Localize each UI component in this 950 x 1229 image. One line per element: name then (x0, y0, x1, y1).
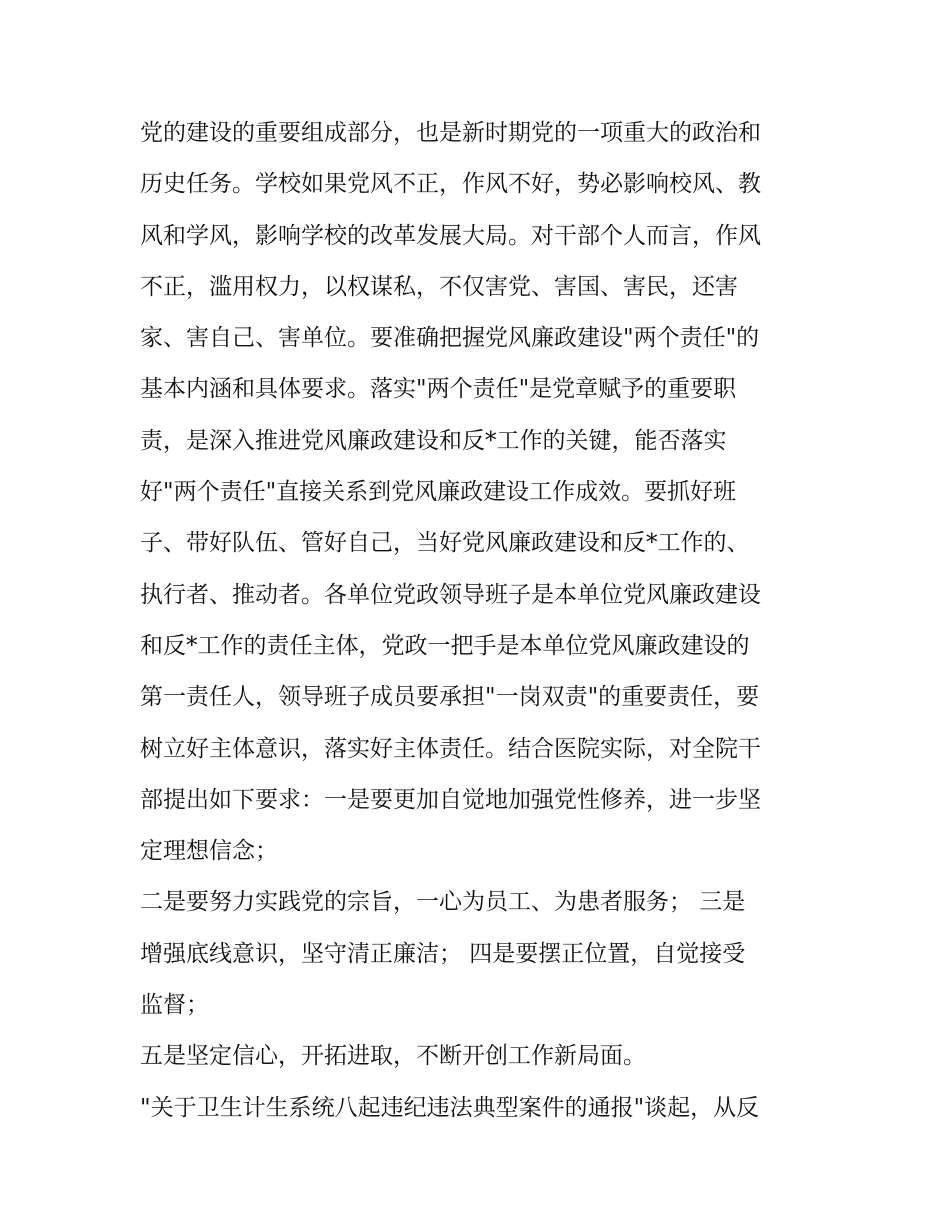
text-line: "关于卫生计生系统八起违纪违法典型案件的通报"谈起，从反 (140, 1094, 760, 1121)
text-line: 风和学风，影响学校的改革发展大局。对干部个人而言，作风 (140, 222, 761, 249)
text-line: 监督； (140, 992, 209, 1019)
text-line: 不正，滥用权力，以权谋私，不仅害党、害国、害民，还害 (140, 273, 738, 300)
text-line: 好"两个责任"直接关系到党风廉政建设工作成效。要抓好班 (140, 479, 737, 506)
text-line: 历史任务。学校如果党风不正，作风不好，势必影响校风、教 (140, 171, 761, 198)
text-line: 二是要努力实践党的宗旨，一心为员工、为患者服务； 三是 (140, 889, 746, 916)
text-line: 执行者、推动者。各单位党政领导班子是本单位党风廉政建设 (140, 581, 761, 608)
text-line: 树立好主体意识，落实好主体责任。结合医院实际，对全院干 (140, 735, 761, 762)
text-line: 子、带好队伍、管好自己，当好党风廉政建设和反*工作的、 (140, 530, 750, 557)
text-line: 定理想信念； (140, 838, 278, 865)
text-line: 五是坚定信心，开拓进取，不断开创工作新局面。 (140, 1043, 646, 1070)
text-line: 部提出如下要求：一是要更加自觉地加强党性修养，进一步坚 (140, 786, 761, 813)
text-line: 责，是深入推进党风廉政建设和反*工作的关键，能否落实 (140, 427, 727, 454)
body-text (140, 108, 830, 1134)
text-line: 增强底线意识，坚守清正廉洁； 四是要摆正位置，自觉接受 (140, 940, 746, 967)
text-line: 家、害自己、害单位。要准确把握党风廉政建设"两个责任"的 (140, 325, 760, 352)
text-line: 党的建设的重要组成部分，也是新时期党的一项重大的政治和 (140, 120, 761, 146)
text-line: 第一责任人，领导班子成员要承担"一岗双责"的重要责任，要 (140, 684, 760, 711)
text-line: 和反*工作的责任主体，党政一把手是本单位党风廉政建设的 (140, 632, 750, 659)
text-line: 基本内涵和具体要求。落实"两个责任"是党章赋予的重要职 (140, 376, 737, 403)
